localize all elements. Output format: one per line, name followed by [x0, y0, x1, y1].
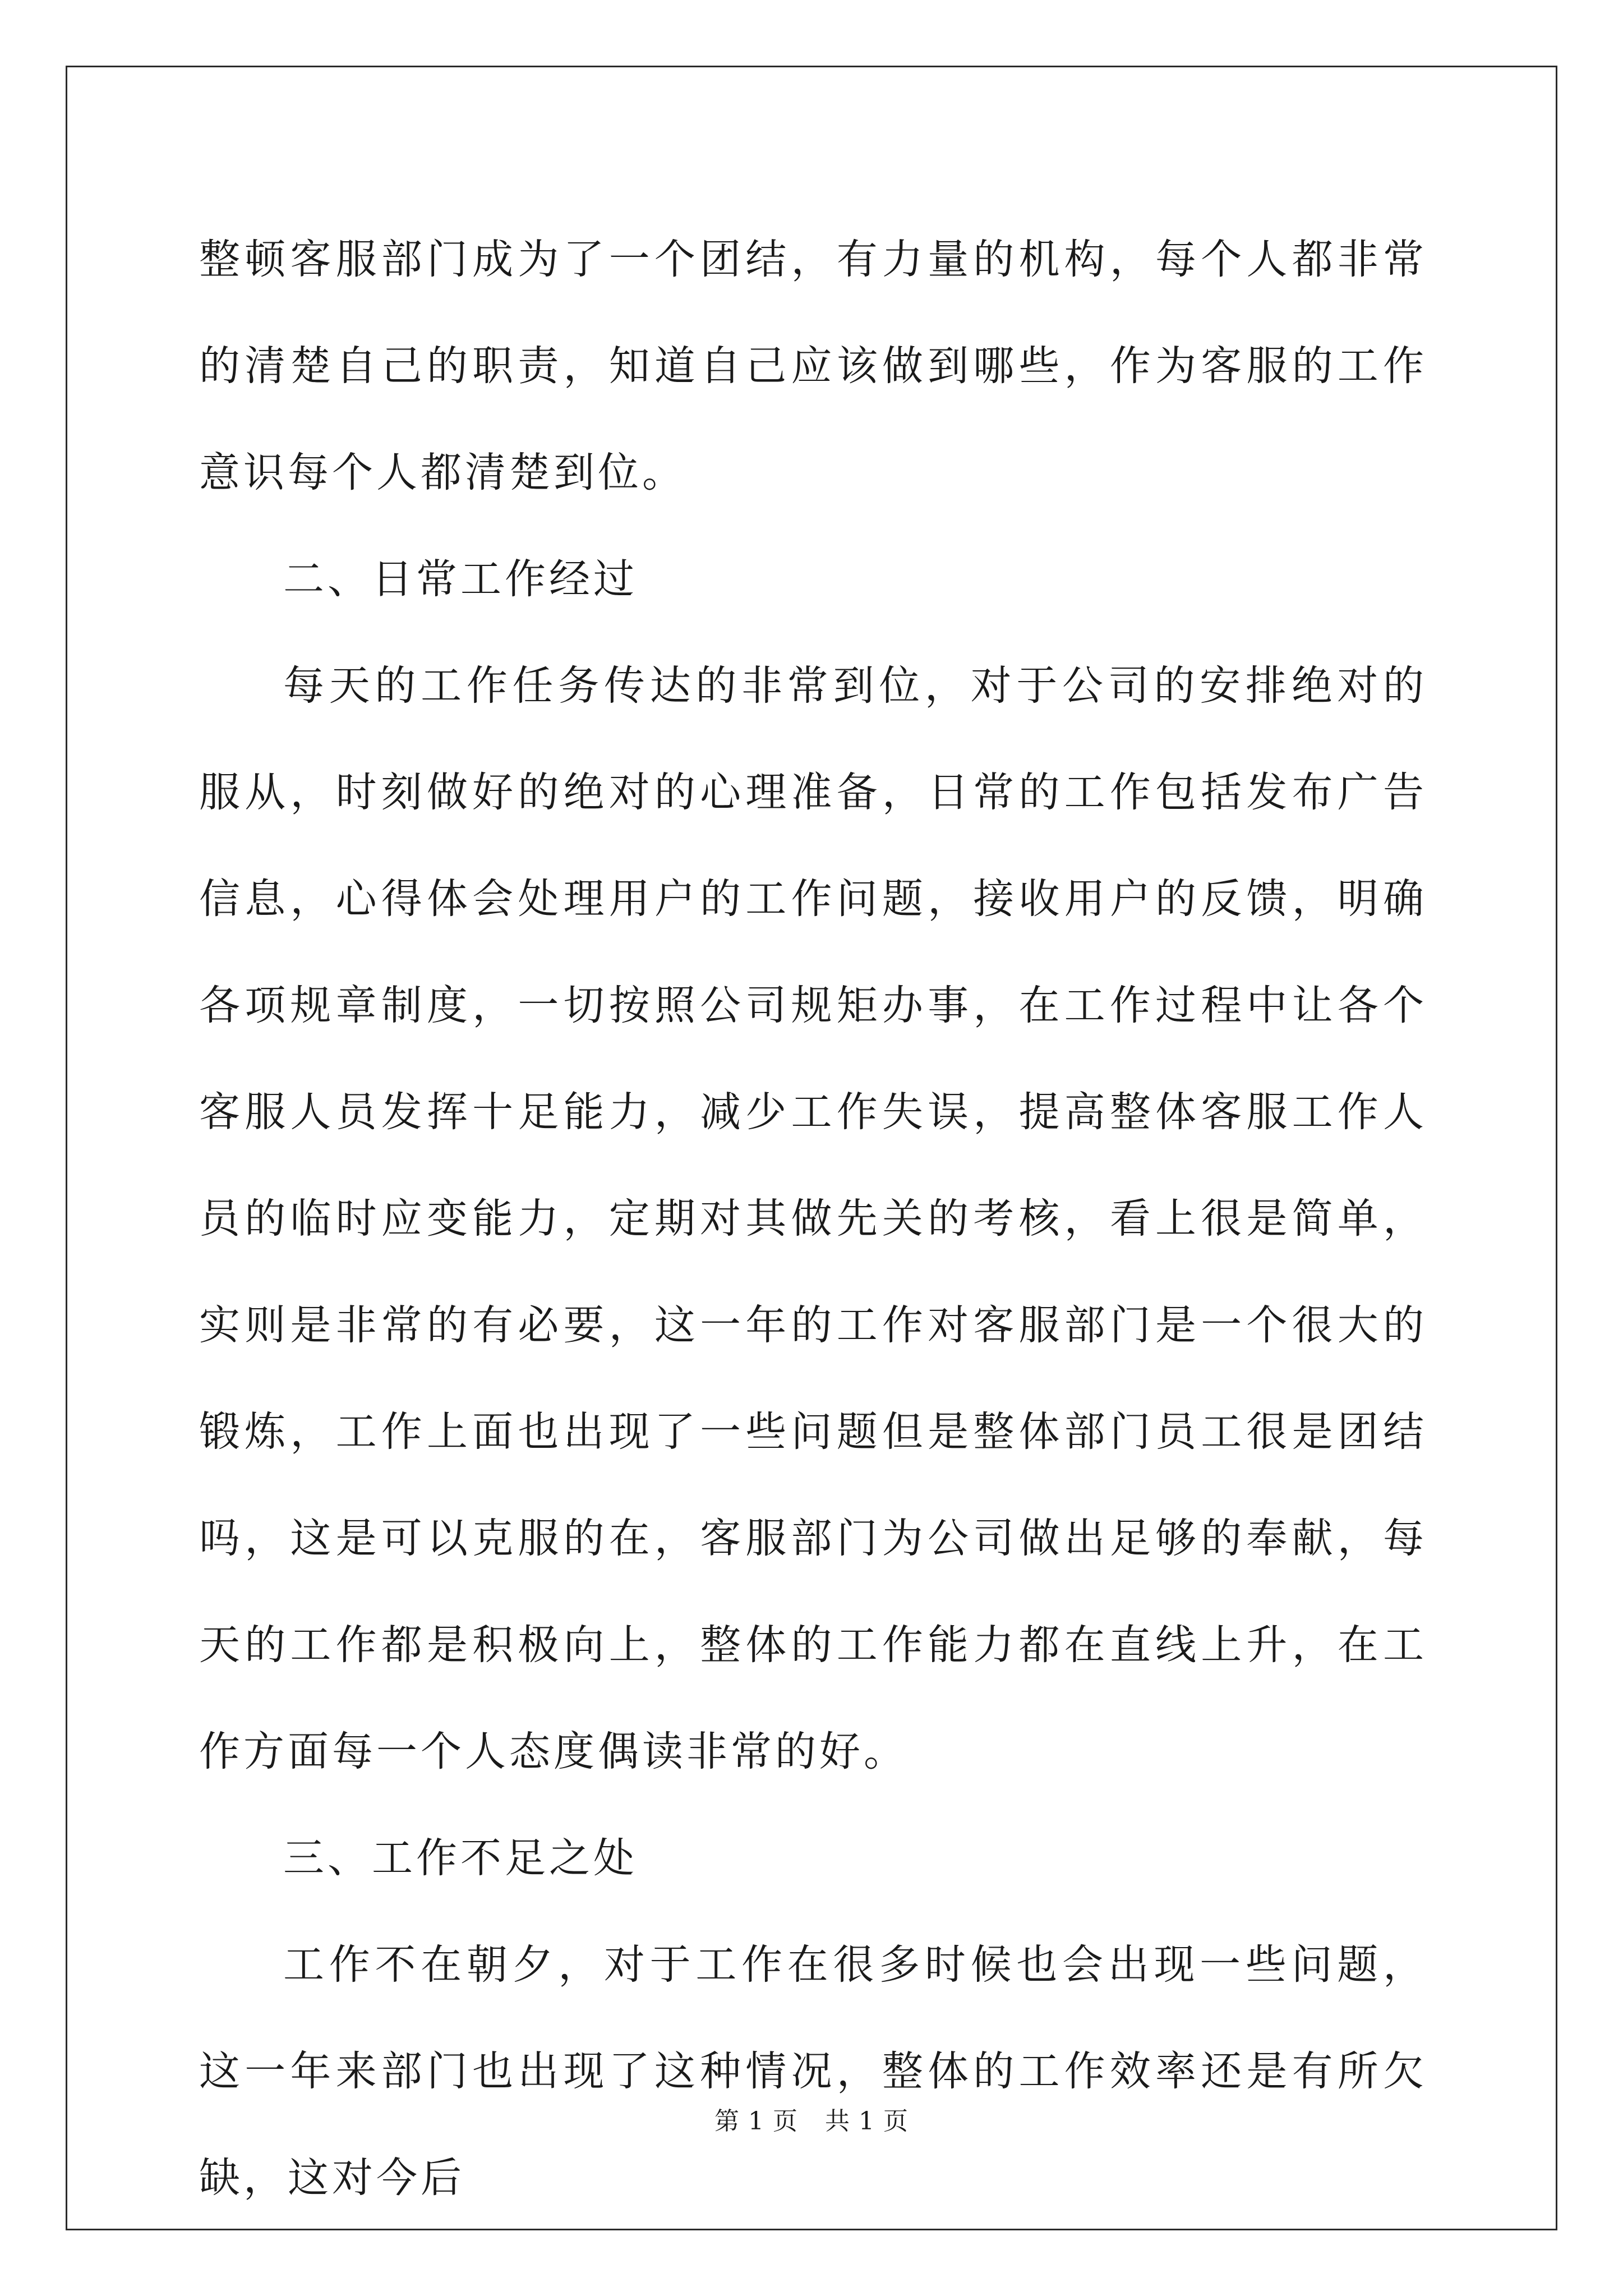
section-heading-shortcomings: 三、工作不足之处 [283, 1834, 638, 1882]
page-number: 第 1 页 [714, 2107, 798, 2136]
page-total: 共 1 页 [825, 2107, 909, 2136]
document-body [199, 206, 1427, 2231]
paragraph-shortcomings: 工作不在朝夕，对于工作在很多时候也会出现一些问题，这一年来部门也出现了这种情况，整体的工作效率还是有所欠缺，这对今后 [199, 1941, 1427, 2202]
section-heading-daily-work: 二、日常工作经过 [283, 555, 638, 603]
paragraph-daily-work: 每天的工作任务传达的非常到位，对于公司的安排绝对的服从，时刻做好的绝对的心理准备，日常的工作包括发布广告信息，心得体会处理用户的工作问题，接收用户的反馈，明确各项规章制度，一切按照公司规矩办事，在工作过程中让各个客服人员发挥十足能力，减少工作失误，提高整体客服工作人员的临时应变能力，定期对其做先关的考核，看上很是简单，实则是非常的有必要，这一年的工作对客服部门是一个很大的锻炼，工作上面也出现了一些问题但是整体部门员工很是团结吗，这是可以克服的在，客服部门为公司做出足够的奉献，每天的工作都是积极向上，整体的工作能力都在直线上升，在工作方面每一个人态度偶读非常的好。 [199, 662, 1427, 1775]
paragraph-intro: 整顿客服部门成为了一个团结，有力量的机构，每个人都非常的清楚自己的职责，知道自己应该做到哪些，作为客服的工作意识每个人都清楚到位。 [199, 236, 1427, 496]
page-footer [0, 2101, 1623, 2137]
